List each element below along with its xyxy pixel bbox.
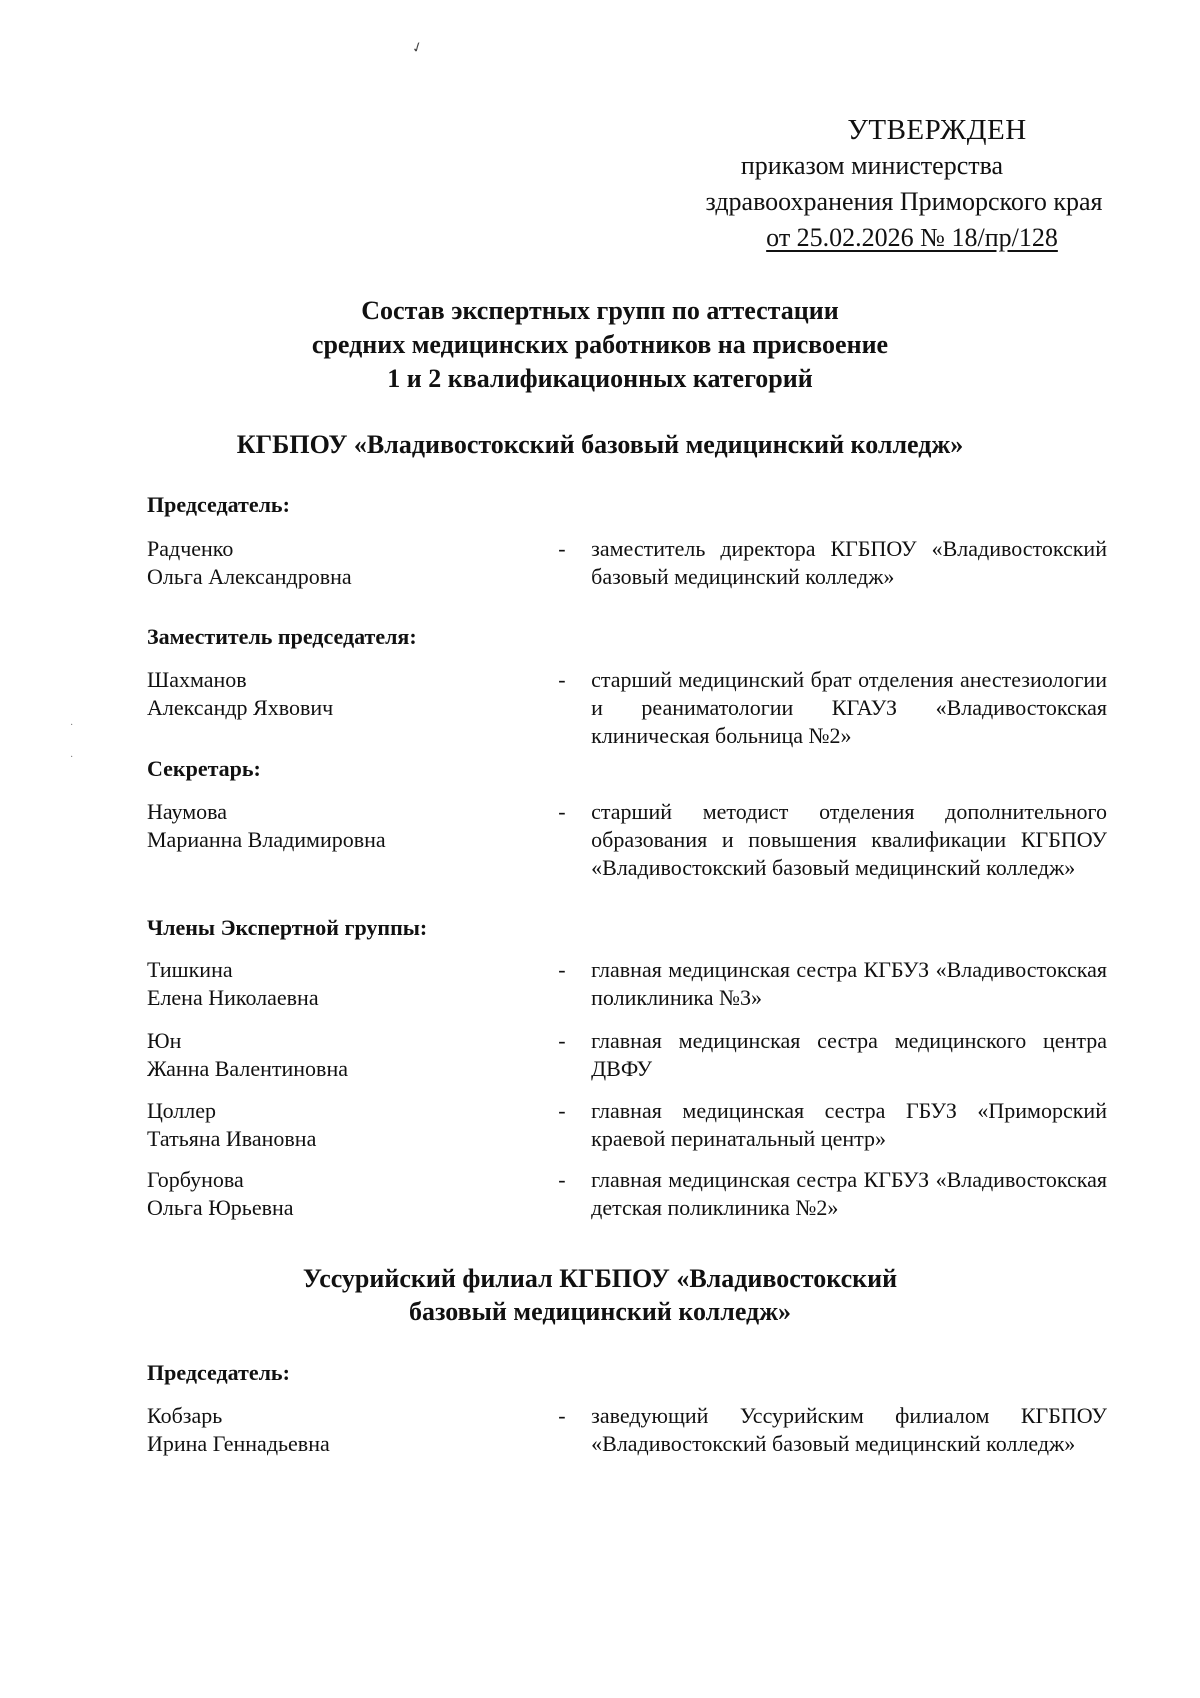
- member-entry: [147, 1097, 1107, 1153]
- title-line-1: Состав экспертных групп по аттестации: [361, 296, 839, 325]
- given-names: Ольга Юрьевна: [147, 1195, 294, 1220]
- dash-separator: -: [558, 1028, 566, 1053]
- position-text: заместитель директора КГБПОУ «Владивостокский базовый медицинский колледж»: [591, 536, 1107, 589]
- position-text: старший медицинский брат отделения анестезиологии и реаниматологии КГАУЗ «Владивостокская клиническая больница №2»: [591, 667, 1107, 748]
- approval-stamp-block: [632, 112, 1112, 256]
- surname: Юн: [147, 1028, 182, 1053]
- document-title: [0, 294, 1200, 396]
- person-name: [147, 1027, 558, 1083]
- member-entry: [147, 1166, 1107, 1222]
- person-name: [147, 956, 558, 1012]
- given-names: Александр Яхвович: [147, 695, 334, 720]
- chair-label: Председатель:: [147, 1360, 290, 1385]
- surname: Кобзарь: [147, 1403, 223, 1428]
- given-names: Татьяна Ивановна: [147, 1126, 317, 1151]
- member-entry: [147, 956, 1107, 1012]
- chair-label: Председатель:: [147, 492, 290, 517]
- position-text: главная медицинская сестра КГБУЗ «Владивостокская поликлиника №3»: [591, 957, 1107, 1010]
- dash-separator: -: [558, 957, 566, 982]
- dash-separator: -: [558, 1167, 566, 1192]
- surname: Шахманов: [147, 667, 247, 692]
- surname: Наумова: [147, 799, 228, 824]
- surname: Горбунова: [147, 1167, 244, 1192]
- members-label: Члены Экспертной группы:: [147, 915, 428, 940]
- order-number: от 25.02.2026 № 18/пр/128: [766, 223, 1058, 252]
- chair-entry: [147, 535, 1107, 591]
- given-names: Ольга Александровна: [147, 564, 352, 589]
- secretary-label: Секретарь:: [147, 756, 261, 781]
- person-name: [147, 798, 558, 882]
- dash-separator: -: [558, 1403, 566, 1428]
- surname: Тишкина: [147, 957, 233, 982]
- given-names: Жанна Валентиновна: [147, 1056, 348, 1081]
- person-name: [147, 1402, 558, 1458]
- section-1-heading: КГБПОУ «Владивостокский базовый медицинский колледж»: [236, 430, 964, 459]
- dash-separator: -: [558, 536, 566, 561]
- approval-line-region: здравоохранения Приморского края: [705, 187, 1103, 216]
- surname: Цоллер: [147, 1098, 217, 1123]
- deputy-chair-entry: [147, 666, 1107, 750]
- person-name: [147, 535, 558, 591]
- section-2-heading-line-1: Уссурийский филиал КГБПОУ «Владивостокский: [302, 1264, 898, 1293]
- pen-tick-mark: ✓: [409, 39, 426, 58]
- position-text: главная медицинская сестра КГБУЗ «Владивостокская детская поликлиника №2»: [591, 1167, 1107, 1220]
- dash-separator: -: [558, 1098, 566, 1123]
- member-entry: [147, 1027, 1107, 1083]
- person-name: [147, 666, 558, 750]
- dash-separator: -: [558, 667, 566, 692]
- title-line-2: средних медицинских работников на присвоение: [311, 330, 889, 359]
- position-text: главная медицинская сестра медицинского центра ДВФУ: [591, 1028, 1107, 1081]
- section-2-heading-line-2: базовый медицинский колледж»: [408, 1297, 792, 1326]
- person-name: [147, 1166, 558, 1222]
- approved-label: УТВЕРЖДЕН: [847, 114, 1027, 146]
- secretary-entry: [147, 798, 1107, 882]
- given-names: Марианна Владимировна: [147, 827, 386, 852]
- given-names: Ирина Геннадьевна: [147, 1431, 330, 1456]
- position-text: заведующий Уссурийским филиалом КГБПОУ «Владивостокский базовый медицинский колледж»: [591, 1403, 1107, 1456]
- position-text: главная медицинская сестра ГБУЗ «Приморский краевой перинатальный центр»: [591, 1098, 1107, 1151]
- dash-separator: -: [558, 799, 566, 824]
- section-2-heading: [0, 1262, 1200, 1328]
- deputy-chair-label: Заместитель председателя:: [147, 624, 417, 649]
- chair-entry: [147, 1402, 1107, 1458]
- surname: Радченко: [147, 536, 234, 561]
- person-name: [147, 1097, 558, 1153]
- given-names: Елена Николаевна: [147, 985, 319, 1010]
- title-line-3: 1 и 2 квалификационных категорий: [387, 364, 813, 393]
- margin-mark-icon: ·: [70, 752, 74, 763]
- position-text: старший методист отделения дополнительного образования и повышения квалификации КГБПОУ «Владивостокский базовый медицинский колледж»: [591, 799, 1107, 880]
- approval-line-ministry: приказом министерства: [740, 151, 1004, 180]
- margin-mark-icon: ·: [70, 720, 74, 731]
